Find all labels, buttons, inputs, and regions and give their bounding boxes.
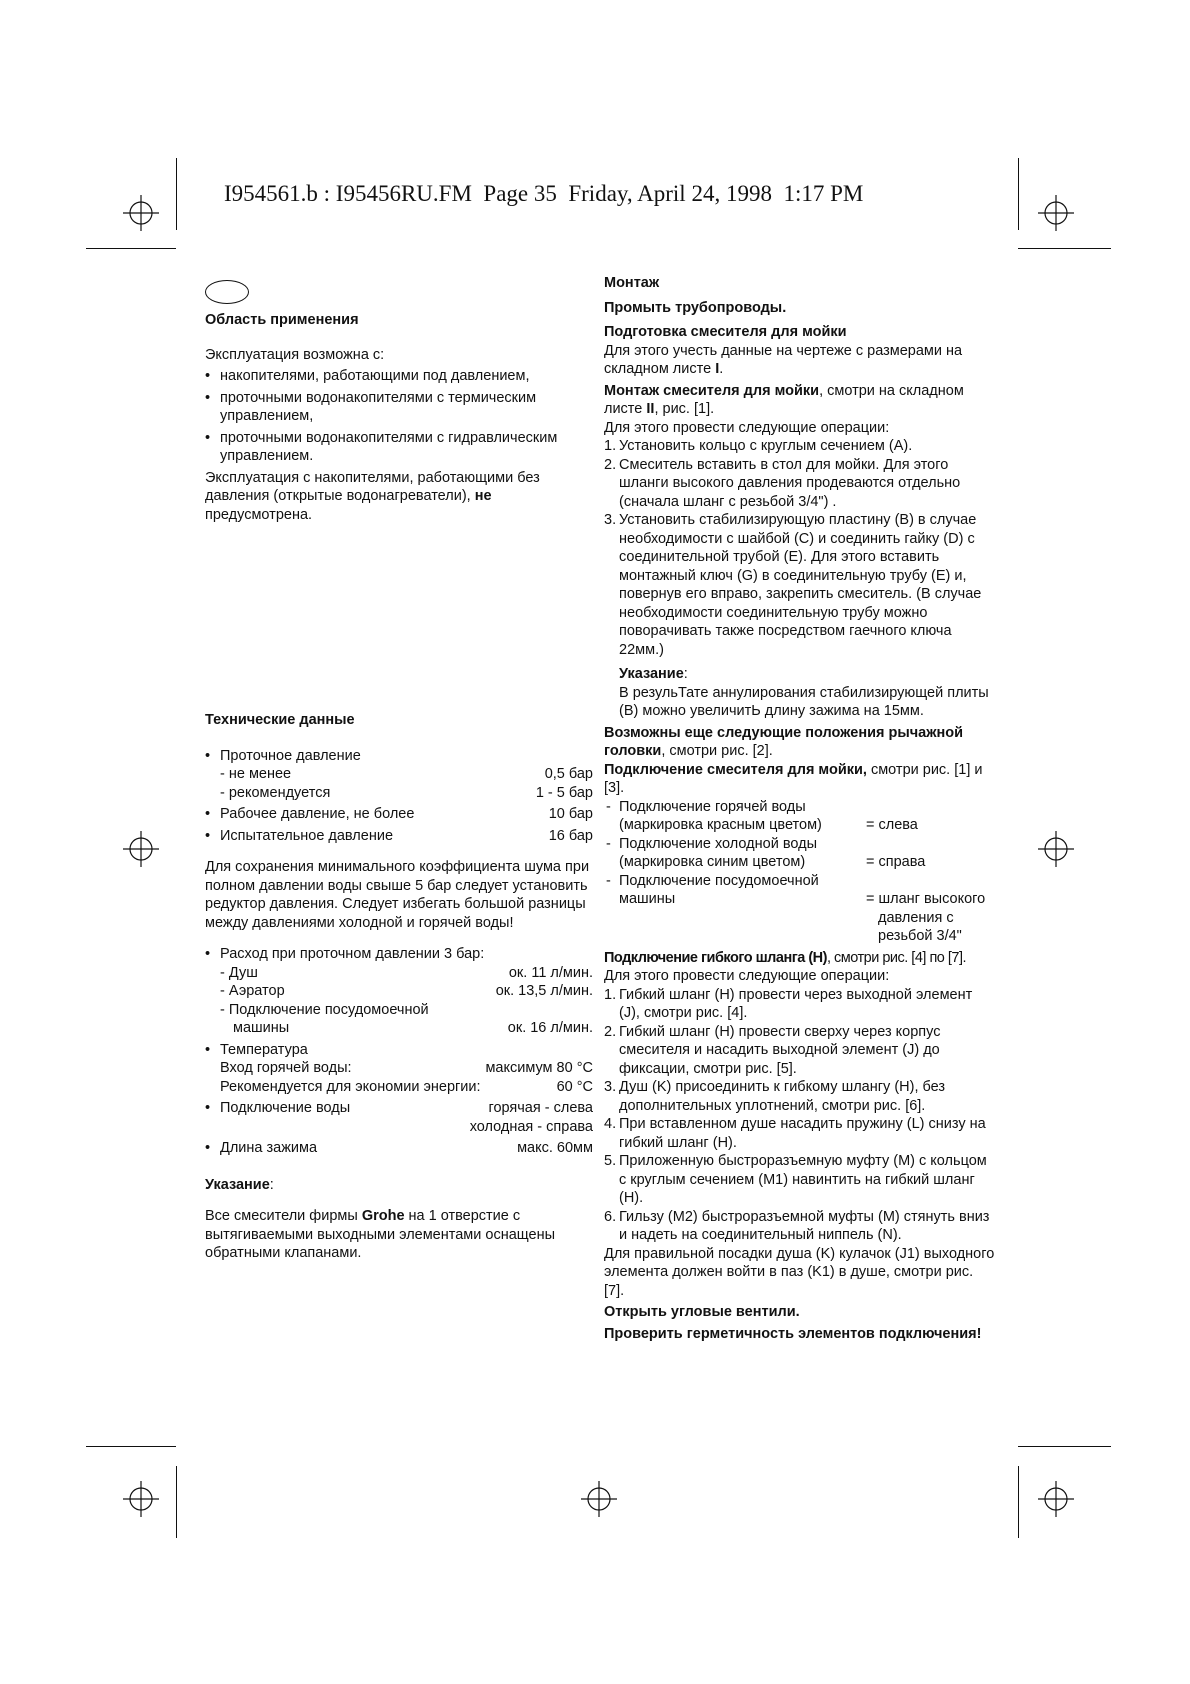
temperature-label: • Температура	[205, 1041, 593, 1060]
section-title-application: Область применения	[205, 312, 359, 328]
crop-mark	[1018, 158, 1019, 230]
noise-text: Для сохранения минимального коэффициента шума при полном давлении воды свыше 5 бар следует установить редуктор давления. Следует избегать большой разницы между давлениями холодной и горячей воды!	[205, 859, 590, 931]
crop-mark	[1018, 1466, 1019, 1538]
aerator-row: - Аэратор ок. 13,5 л/мин.	[220, 983, 593, 999]
hose-intro: Для этого провести следующие операции:	[604, 968, 890, 984]
note-text-right: В резульТате аннулирования стабилизирующей плиты (B) можно увеличитЬ длину зажима на 15мм.	[619, 684, 989, 719]
prep-text: Для этого учесть данные на чертеже с размерами на складном листе I.	[604, 342, 963, 377]
hot-inlet-row: Вход горячей воды: максимум 80 °C	[220, 1060, 593, 1076]
grohe-note: Все смесители фирмы Grohe на 1 отверстие с вытягиваемыми выходными элементами оснащены обратными клапанами.	[205, 1208, 556, 1261]
registration-mark-icon	[121, 829, 161, 869]
step-item: 1. Установить кольцо с круглым сечением (A).	[604, 438, 913, 454]
min-pressure-row: - не менее 0,5 бар	[220, 766, 593, 782]
step-item: 2. Смеситель вставить в стол для мойки. Для этого шланги высокого давления продеваются отдельно (сначала шланг с резьбой 3/4") .	[604, 456, 961, 510]
left-column-top	[205, 311, 590, 524]
registration-mark-icon	[121, 1479, 161, 1519]
hose-step: 4. При вставленном душе насадить пружину (L) снизу на гибкий шланг (H).	[604, 1116, 986, 1151]
rec-pressure-row: - рекомендуется 1 - 5 бар	[220, 784, 593, 801]
right-column	[604, 274, 996, 1343]
crop-mark	[176, 1466, 177, 1538]
hose-step: 2. Гибкий шланг (H) провести сверху через корпус смесителя и насадить выходной элемент (J) до фиксации, смотри рис. [5].	[604, 1023, 941, 1077]
montage-title: Монтаж	[604, 275, 660, 291]
bullet-item: • проточными водонакопителями с гидравлическим управлением.	[205, 429, 590, 466]
ops-intro: Для этого провести следующие операции:	[604, 419, 890, 436]
unpressurised-note: Эксплуатация с накопителями, работающими без давления (открытые водонагреватели), не предусмотрена.	[205, 469, 540, 523]
check-tightness: Проверить герметичность элементов подключения!	[604, 1325, 982, 1342]
connect-mixer: Подключение смесителя для мойки, смотри рис. [1] и [3].	[604, 761, 983, 796]
shower-row: - Душ ок. 11 л/мин.	[220, 964, 593, 981]
hot-water-connection: - Подключение горячей воды (маркировка красным цветом) = слева	[604, 798, 996, 835]
registration-mark-icon	[579, 1479, 619, 1519]
water-connection-row: • Подключение воды горячая - слева	[205, 1099, 593, 1118]
registration-mark-icon	[121, 193, 161, 233]
section-title-tech-data: Технические данные	[205, 712, 355, 728]
crop-mark	[1018, 1446, 1111, 1447]
flow-rate-label: • Расход при проточном давлении 3 бар:	[205, 945, 593, 964]
registration-mark-icon	[1036, 829, 1076, 869]
step-item: 3. Установить стабилизирующую пластину (B) в случае необходимости с шайбой (C) и соединить гайку (D) с соединительной трубой (E). Для этого вставить монтажный ключ (G) в соединительную трубу (E) и, повернув его вправо, закрепить смеситель. (В случае необходимости соединительную трубу можно поворачивать также посредством гаечного ключа 22мм.)	[604, 512, 982, 658]
registration-mark-icon	[1036, 1479, 1076, 1519]
flow-pressure-label: • Проточное давление	[205, 747, 593, 766]
cold-water-connection: - Подключение холодной воды (маркировка синим цветом) = справа	[604, 835, 996, 872]
clamp-length-row: • Длина зажима макс. 60мм	[205, 1139, 593, 1158]
hose-step: 6. Гильзу (M2) быстроразъемной муфты (M) стянуть вниз и надеть на соединительный ниппель (N).	[604, 1208, 990, 1243]
test-pressure-row: • Испытательное давление 16 бар	[205, 827, 593, 846]
note-title: Указание:	[205, 1176, 274, 1193]
prep-title: Подготовка смесителя для мойки	[604, 324, 847, 340]
open-valves: Открыть угловые вентили.	[604, 1304, 800, 1320]
hose-step: 1. Гибкий шланг (H) провести через выходной элемент (J), смотри рис. [4].	[604, 986, 973, 1021]
registration-mark-icon	[1036, 193, 1076, 233]
mount-ref: Монтаж смесителя для мойки, смотри на складном листе II, рис. [1].	[604, 382, 964, 417]
crop-mark	[1018, 248, 1111, 249]
hose-step: 3. Душ (K) присоединить к гибкому шлангу (H), без дополнительных уплотнений, смотри рис. [6].	[604, 1079, 946, 1114]
crop-mark	[86, 1446, 176, 1447]
dishwasher-label: - Подключение посудомоечной	[220, 1001, 429, 1018]
hose-step: 5. Приложенную быстроразъемную муфту (M) с кольцом с круглым сечением (M1) навинтить на гибкий шланг (H).	[604, 1153, 987, 1206]
crop-mark	[176, 158, 177, 230]
lever-positions: Возможны еще следующие положения рычажной головки, смотри рис. [2].	[604, 724, 964, 759]
dishwasher-row: машины ок. 16 л/мин.	[233, 1020, 593, 1036]
water-cold-row: холодная - справа	[469, 1118, 593, 1135]
page-header: I954561.b : I95456RU.FM Page 35 Friday, April 24, 1998 1:17 PM	[224, 181, 864, 206]
note-title-right: Указание:	[619, 666, 688, 682]
bullet-item: • проточными водонакопителями с термическим управлением,	[205, 389, 590, 426]
left-column-tech	[205, 711, 593, 1263]
crop-mark	[86, 248, 176, 249]
dishwasher-connection: - Подключение посудомоечной машины = шланг высокого давления с резьбой 3/4"	[604, 872, 996, 946]
bullet-item: • накопителями, работающими под давлением,	[205, 367, 590, 386]
flush-pipes: Промыть трубопроводы.	[604, 299, 787, 316]
hose-connection: Подключение гибкого шланга (H), смотри рис. [4] по [7].	[604, 949, 967, 966]
work-pressure-row: • Рабочее давление, не более 10 бар	[205, 805, 593, 824]
intro-text: Эксплуатация возможна с:	[205, 346, 385, 363]
language-oval-icon	[205, 280, 249, 304]
fit-text: Для правильной посадки душа (K) кулачок (J1) выходного элемента должен войти в паз (K1) в душе, смотри рис. [7].	[604, 1245, 995, 1299]
econ-row: Рекомендуется для экономии энергии: 60 °C	[220, 1078, 593, 1095]
